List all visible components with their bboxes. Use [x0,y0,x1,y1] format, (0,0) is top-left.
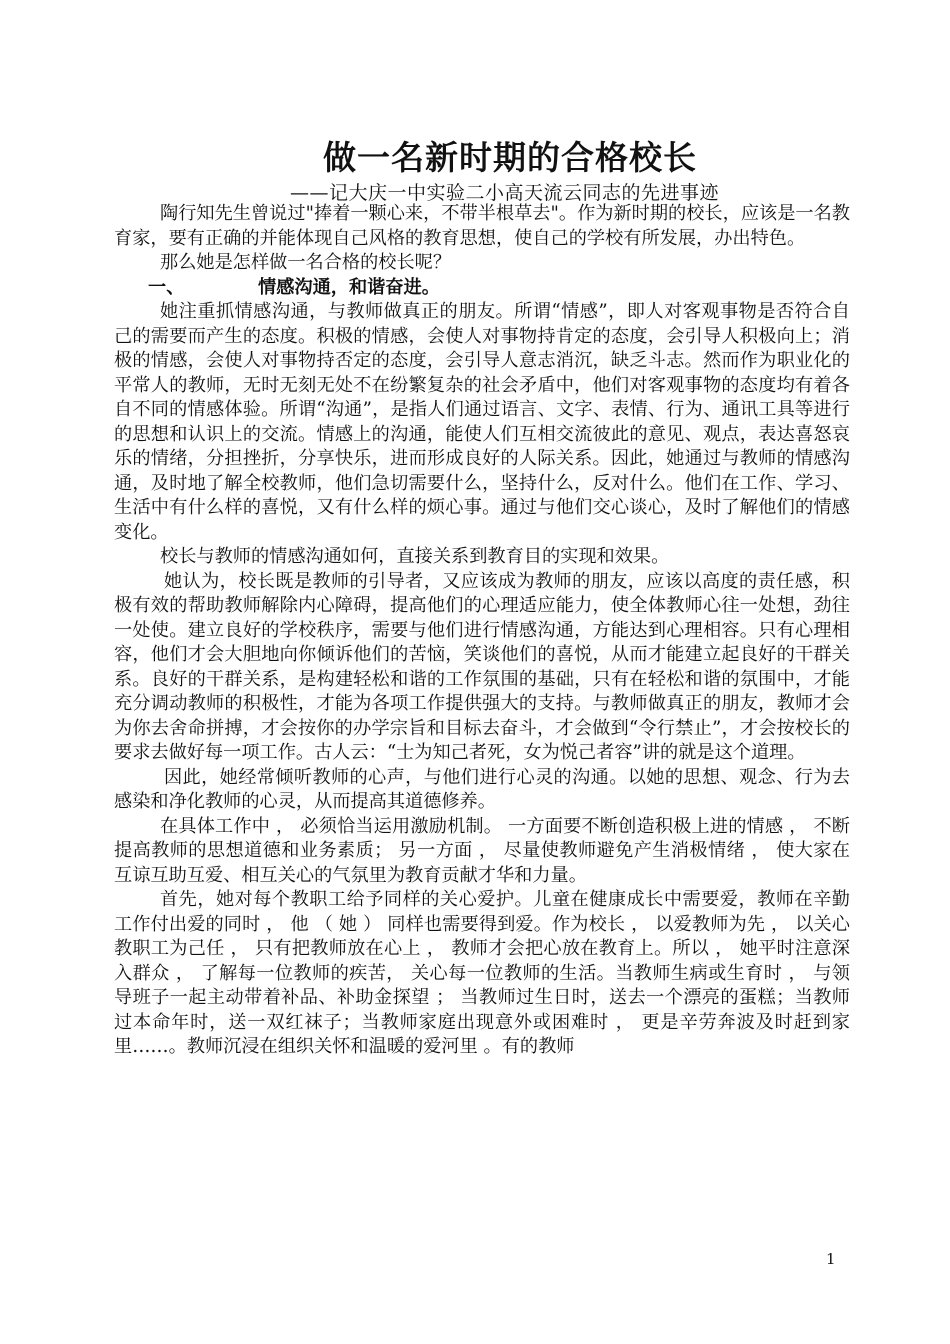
body-paragraph: 她认为，校长既是教师的引导者，又应该成为教师的朋友，应该以高度的责任感，积极有效的帮助教师解除内心障碍，提高他们的心理适应能力，使全体教师心往一处想，劲往一处使。建立良好的学校秩序，需要与他们进行情感沟通，方能达到心理相容。只有心理相容，他们才会大胆地向你倾诉他们的苦恼，笑谈他们的喜悦，从而才能建立起良好的干群关系。良好的干群关系，是构建轻松和谐的工作氛围的基础，只有在轻松和谐的氛围中，才能充分调动教师的积极性，才能为各项工作提供强大的支持。与教师做真正的朋友，教师才会为你去舍命拼搏，才会按你的办学宗旨和目标去奋斗，才会做到“令行禁止”，才会按校长的要求去做好每一项工作。古人云：“士为知己者死，女为悦己者容”讲的就是这个道理。 [114,570,850,763]
section-heading [148,276,850,301]
body-paragraph: 首先，她对每个教职工给予同样的关心爱护。儿童在健康成长中需要爱，教师在辛勤工作付出爱的同时 ， 他 （ 她 ） 同样也需要得到爱。作为校长 ， 以爱教师为先 ， 以关心教职工为己任 ， 只有把教师放在心上 ， 教师才会把心放在教育上。所以 ， 她平时注意深入群众 ， 了解每一位教师的疾苦， 关心每一位教师的生活。当教师生病或生育时 ， 与领导班子一起主动带着补品、补助金探望 ； 当教师过生日时，送去一个漂亮的蛋糕；当教师过本命年时，送一双红袜子；当教师家庭出现意外或困难时 ， 更是辛劳奔波及时赶到家里……。教师沉浸在组织关怀和温暖的爱河里 。有的教师 [114,889,850,1057]
body-paragraph: 校长与教师的情感沟通如何，直接关系到教育目的实现和效果。 [160,546,670,567]
body-paragraph: 在具体工作中 ， 必须恰当运用激励机制。 一方面要不断创造积极上进的情感 ， 不断提高教师的思想道德和业务素质； 另一方面 ， 尽量使教师避免产生消极情绪 ， 使大家在互谅互助互爱、相互关心的气氛里为教育贡献才华和力量。 [114,815,850,886]
body-paragraph: 她注重抓情感沟通，与教师做真正的朋友。所谓“情感”，即人对客观事物是否符合自己的需要而产生的态度。积极的情感，会使人对事物持肯定的态度，会引导人积极向上；消极的情感，会使人对事物持否定的态度，会引导人意志消沉，缺乏斗志。然而作为职业化的平常人的教师，无时无刻无处不在纷繁复杂的社会矛盾中，他们对客观事物的态度均有着各自不同的情感体验。所谓“沟通”，是指人们通过语言、文字、表情、行为、通讯工具等进行的思想和认识上的交流。情感上的沟通，能使人们互相交流彼此的意见、观点，表达喜怒哀乐的情绪，分担挫折，分享快乐，进而形成良好的人际关系。因此，她通过与教师的情感沟通，及时地了解全校教师，他们急切需要什么，坚持什么，反对什么。他们在工作、学习、生活中有什么样的喜悦，又有什么样的烦心事。通过与他们交心谈心，及时了解他们的情感变化。 [114,301,850,543]
intro-question: 那么她是怎样做一名合格的校长呢？ [160,252,452,273]
document-body [114,202,850,1060]
intro-paragraph: 陶行知先生曾说过"捧着一颗心来，不带半根草去"。作为新时期的校长，应该是一名教育家，要有正确的并能体现自己风格的教育思想，使自己的学校有所发展，办出特色。 [114,203,850,249]
section-title: 情感沟通，和谐奋进。 [258,276,440,298]
section-number: 一、 [148,276,185,298]
body-paragraph: 因此，她经常倾听教师的心声，与他们进行心灵的沟通。以她的思想、观念、行为去感染和净化教师的心灵，从而提高其道德修养。 [114,766,850,812]
page-title: 做一名新时期的合格校长 [323,138,697,177]
page-subtitle: ——记大庆一中实验二小高天流云同志的先进事迹 [290,182,720,204]
page-number: 1 [826,1250,836,1268]
